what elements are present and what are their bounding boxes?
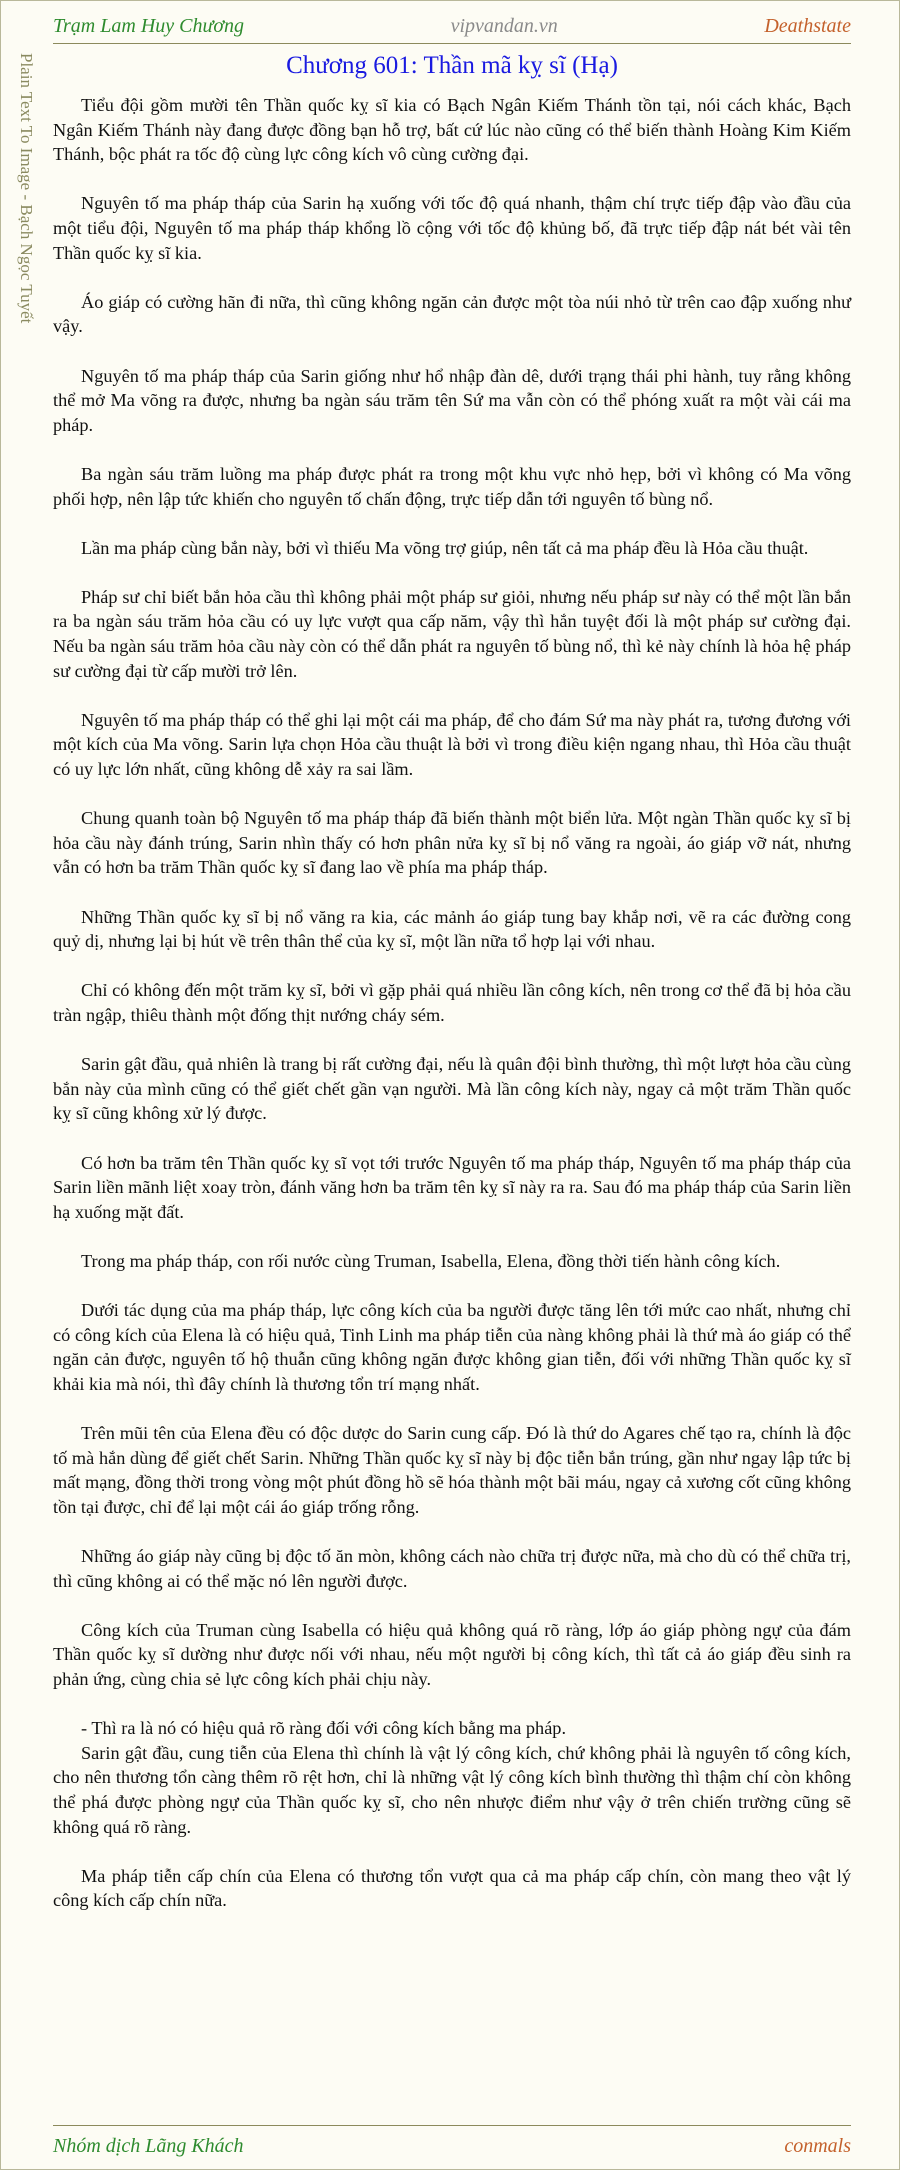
paragraph: Ba ngàn sáu trăm luồng ma pháp được phát ra trong một khu vực nhỏ hẹp, bởi vì không có Ma võng phối hợp, nên lập tức khiến cho nguyên tố chấn động, trực tiếp dẫn tới nguyên tố bùng nổ.: [53, 463, 851, 509]
paragraph: Trong ma pháp tháp, con rối nước cùng Truman, Isabella, Elena, đồng thời tiến hành công kích.: [81, 1250, 781, 1271]
footer-uploader: conmals: [784, 2134, 851, 2157]
paragraph: Sarin gật đầu, quả nhiên là trang bị rất cường đại, nếu là quân đội bình thường, thì một lượt hỏa cầu cùng bắn này của mình cũng có thể giết chết gần vạn người. Mà lần công kích này, ngay cả một trăm Thần quốc kỵ sĩ cũng không xử lý được.: [53, 1054, 851, 1124]
paragraph: Công kích của Truman cùng Isabella có hiệu quả không quá rõ ràng, lớp áo giáp phòng ngự của đám Thần quốc kỵ sĩ dường như được nối với nhau, nếu một người bị công kích, thì tất cả áo giáp đều sinh ra phản ứng, cùng chia sẻ lực công kích phải chịu này.: [53, 1619, 851, 1689]
header-url: vipvandan.vn: [450, 14, 558, 37]
paragraph: Nguyên tố ma pháp tháp của Sarin hạ xuống với tốc độ quá nhanh, thậm chí trực tiếp đập vào đầu của một tiểu đội, Nguyên tố ma pháp tháp khổng lồ cộng với tốc độ khủng bố, đã trực tiếp đập nát bét vài tên Thần quốc kỵ sĩ kia.: [53, 193, 851, 263]
paragraph: Dưới tác dụng của ma pháp tháp, lực công kích của ba người được tăng lên tới mức cao nhất, nhưng chỉ có công kích của Elena là có hiệu quả, Tinh Linh ma pháp tiễn của nàng không phải là thứ mà áo giáp có thể ngăn cản được, nguyên tố hộ thuẫn cũng không ngăn được không gian tiễn, đối với những Thần quốc kỵ sĩ khải kia mà nói, thì đây chính là thương tổn trí mạng nhất.: [53, 1300, 851, 1394]
paragraph: Trên mũi tên của Elena đều có độc dược do Sarin cung cấp. Đó là thứ do Agares chế tạo ra, chính là độc tố mà hắn dùng để giết chết Sarin. Những Thần quốc kỵ sĩ này bị độc tiễn bắn trúng, gần như ngay lập tức bị mất mạng, đồng thời trong vòng một phút đồng hồ sẽ hóa thành một bãi máu, ngay cả xương cốt cũng không tồn tại được, chỉ để lại một cái áo giáp trống rỗng.: [53, 1423, 851, 1517]
paragraph: Chung quanh toàn bộ Nguyên tố ma pháp tháp đã biến thành một biển lửa. Một ngàn Thần quốc kỵ sĩ bị hỏa cầu này đánh trúng, Sarin nhìn thấy có hơn phân nửa kỵ sĩ bị nổ văng ra ngoài, áo giáp vỡ nát, nhưng vẫn có hơn ba trăm Thần quốc kỵ sĩ đang lao về phía ma pháp tháp.: [53, 808, 851, 878]
paragraph: Sarin gật đầu, cung tiễn của Elena thì chính là vật lý công kích, chứ không phải là nguyên tố công kích, cho nên thương tổn càng thêm rõ rệt hơn, chỉ là những vật lý công kích bình thường thì thậm chí còn không thể phá được phòng ngự của Thần quốc kỵ sĩ, cho nên nhược điểm như vậy ở trên chiến trường cũng sẽ không quá rõ ràng.: [53, 1742, 851, 1837]
paragraph: Lần ma pháp cùng bắn này, bởi vì thiếu Ma võng trợ giúp, nên tất cả ma pháp đều là Hỏa cầu thuật.: [81, 537, 809, 558]
chapter-title: Chương 601: Thần mã kỵ sĩ (Hạ): [286, 52, 618, 79]
paragraph: Áo giáp có cường hãn đi nữa, thì cũng không ngăn cản được một tòa núi nhỏ từ trên cao đập xuống như vậy.: [53, 291, 851, 337]
paragraph: Tiểu đội gồm mười tên Thần quốc kỵ sĩ kia có Bạch Ngân Kiếm Thánh tồn tại, nói cách khác, Bạch Ngân Kiếm Thánh này đang được đồng bạn hỗ trợ, bất cứ lúc nào cũng có thể biến thành Hoàng Kim Kiếm Thánh, bộc phát ra tốc độ cùng lực công kích vô cùng cường đại.: [53, 95, 851, 165]
header-site-name: Trạm Lam Huy Chương: [53, 14, 245, 37]
paragraph: Nguyên tố ma pháp tháp có thể ghi lại một cái ma pháp, để cho đám Sứ ma này phát ra, tương đương với một kích của Ma võng. Sarin lựa chọn Hỏa cầu thuật là bởi vì trong điều kiện ngang nhau, thì Hỏa cầu thuật có uy lực lớn nhất, cũng không dễ xảy ra sai lầm.: [53, 709, 851, 780]
paragraph: Những áo giáp này cũng bị độc tố ăn mòn, không cách nào chữa trị được nữa, mà cho dù có thể chữa trị, thì cũng không ai có thể mặc nó lên người được.: [53, 1546, 851, 1591]
paragraph: Chỉ có không đến một trăm kỵ sĩ, bởi vì gặp phải quá nhiều lần công kích, nên trong cơ thể đã bị hỏa cầu tràn ngập, thiêu thành một đống thịt nướng cháy sém.: [53, 980, 851, 1025]
page-header: [53, 9, 851, 44]
page-footer: [53, 2125, 851, 2166]
dialog-line: - Thì ra là nó có hiệu quả rõ ràng đối với công kích bằng ma pháp.: [81, 1718, 567, 1739]
footer-translator-group: Nhóm dịch Lãng Khách: [53, 2134, 244, 2157]
paragraph: Ma pháp tiễn cấp chín của Elena có thương tổn vượt qua cả ma pháp cấp chín, còn mang theo vật lý công kích cấp chín nữa.: [53, 1865, 851, 1911]
paragraph: Pháp sư chỉ biết bắn hỏa cầu thì không phải một pháp sư giỏi, nhưng nếu pháp sư này có thể một lần bắn ra ba ngàn sáu trăm hỏa cầu có uy lực vượt qua cấp năm, vậy thì hắn tuyệt đối là một pháp sư cường đại. Nếu ba ngàn sáu trăm hỏa cầu này còn có thể dẫn phát ra nguyên tố bùng nổ, thì kẻ này chính là hỏa hệ pháp sư cường đại từ cấp mười trở lên.: [53, 586, 851, 681]
chapter-body: [53, 93, 851, 1938]
header-author: Deathstate: [764, 14, 851, 37]
paragraph: Nguyên tố ma pháp tháp của Sarin giống như hổ nhập đàn dê, dưới trạng thái phi hành, tuy rằng không thể mở Ma võng ra được, nhưng ba ngàn sáu trăm tên Sứ ma vẫn còn có thể phóng xuất ra một vài cái ma pháp.: [53, 365, 851, 435]
side-watermark: [11, 53, 41, 413]
side-watermark-text: Plain Text To Image - Bạch Ngọc Tuyết: [17, 53, 36, 324]
paragraph: Có hơn ba trăm tên Thần quốc kỵ sĩ vọt tới trước Nguyên tố ma pháp tháp, Nguyên tố ma pháp tháp của Sarin liền mãnh liệt xoay tròn, đánh văng hơn ba trăm tên kỵ sĩ này ra ra. Sau đó ma pháp tháp của Sarin liền hạ xuống mặt đất.: [53, 1152, 851, 1222]
paragraph: Những Thần quốc kỵ sĩ bị nổ văng ra kia, các mảnh áo giáp tung bay khắp nơi, vẽ ra các đường cong quỷ dị, nhưng lại bị hút về trên thân thể của kỵ sĩ, một lần nữa tổ hợp lại với nhau.: [53, 906, 851, 952]
